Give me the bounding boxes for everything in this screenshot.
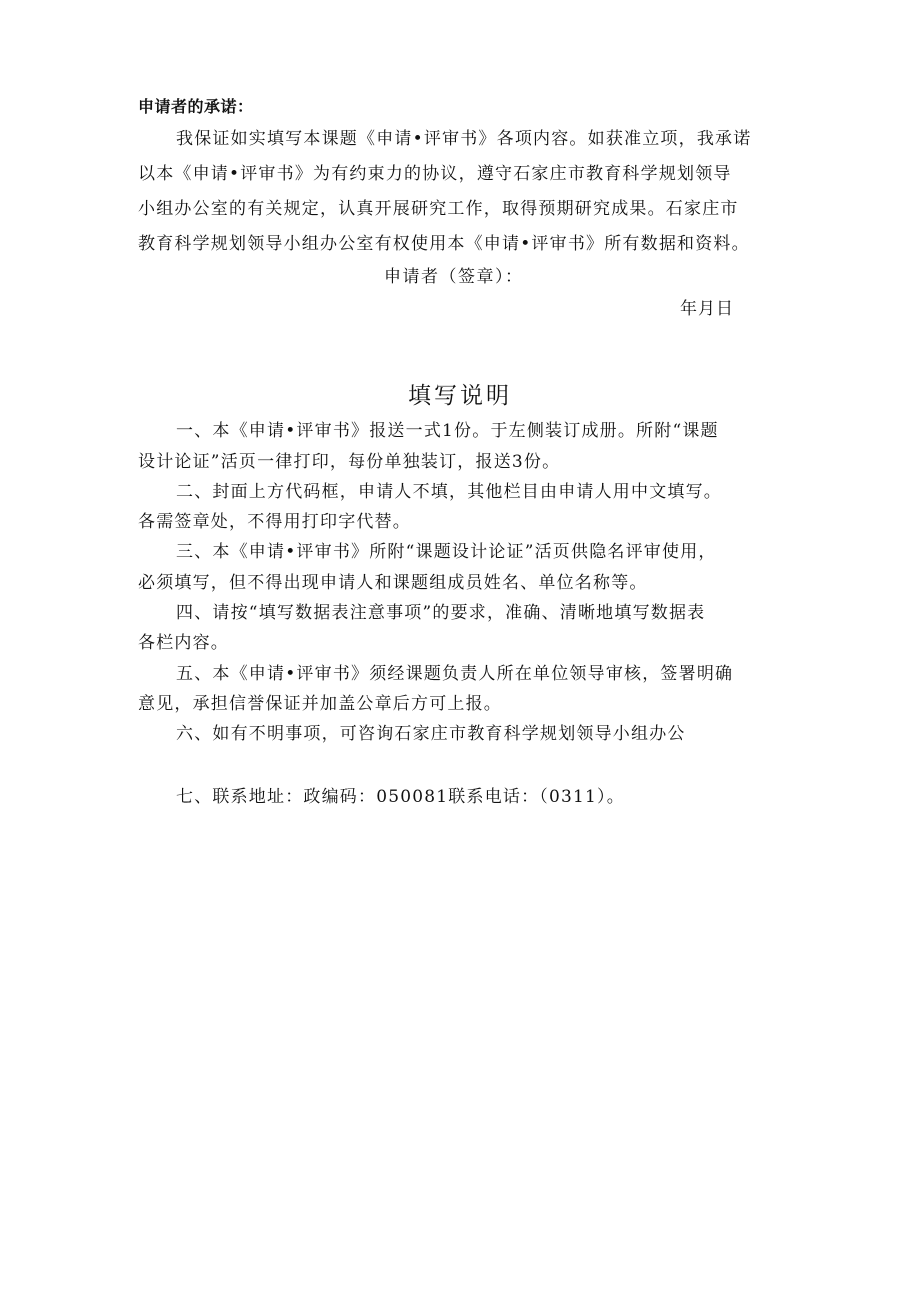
- instruction-line: 三、本《申请•评审书》所附“课题设计论证”活页供隐名评审使用，: [176, 542, 717, 562]
- instruction-line: 二、封面上方代码框，申请人不填，其他栏目由申请人用中文填写。: [176, 482, 722, 502]
- instruction-line: 各栏内容。: [138, 633, 229, 653]
- instruction-line: 各需签章处，不得用打印字代替。: [138, 512, 411, 532]
- commitment-line: 以本《申请•评审书》为有约束力的协议，遵守石家庄市教育科学规划领导: [138, 164, 732, 184]
- contact-line: 七、联系地址：政编码：050081联系电话：（0311）。: [176, 787, 625, 807]
- instruction-line: 设计论证”活页一律打印，每份单独装订，报送3份。: [138, 452, 561, 472]
- commitment-line: 小组办公室的有关规定，认真开展研究工作，取得预期研究成果。石家庄市: [138, 199, 739, 219]
- commitment-line: 我保证如实填写本课题《申请•评审书》各项内容。如获准立项，我承诺: [176, 129, 752, 149]
- instruction-line: 六、如有不明事项，可咨询石家庄市教育科学规划领导小组办公: [176, 724, 686, 744]
- instruction-line: 五、本《申请•评审书》须经课题负责人所在单位领导审核，签署明确: [176, 664, 734, 684]
- signature-label: 申请者（签章）：: [384, 267, 524, 287]
- commitment-heading: 申请者的承诺：: [138, 97, 254, 116]
- instruction-line: 四、请按“填写数据表注意事项”的要求，准确、清晰地填写数据表: [176, 603, 706, 623]
- instructions-title: 填写说明: [408, 383, 512, 409]
- date-label: 年月日: [680, 299, 734, 319]
- instruction-line: 意见，承担信誉保证并加盖公章后方可上报。: [138, 694, 502, 714]
- instruction-line: 一、本《申请•评审书》报送一式1份。于左侧装订成册。所附“课题: [176, 421, 719, 441]
- instruction-line: 必须填写，但不得出现申请人和课题组成员姓名、单位名称等。: [138, 573, 648, 593]
- commitment-line: 教育科学规划领导小组办公室有权使用本《申请•评审书》所有数据和资料。: [138, 234, 750, 254]
